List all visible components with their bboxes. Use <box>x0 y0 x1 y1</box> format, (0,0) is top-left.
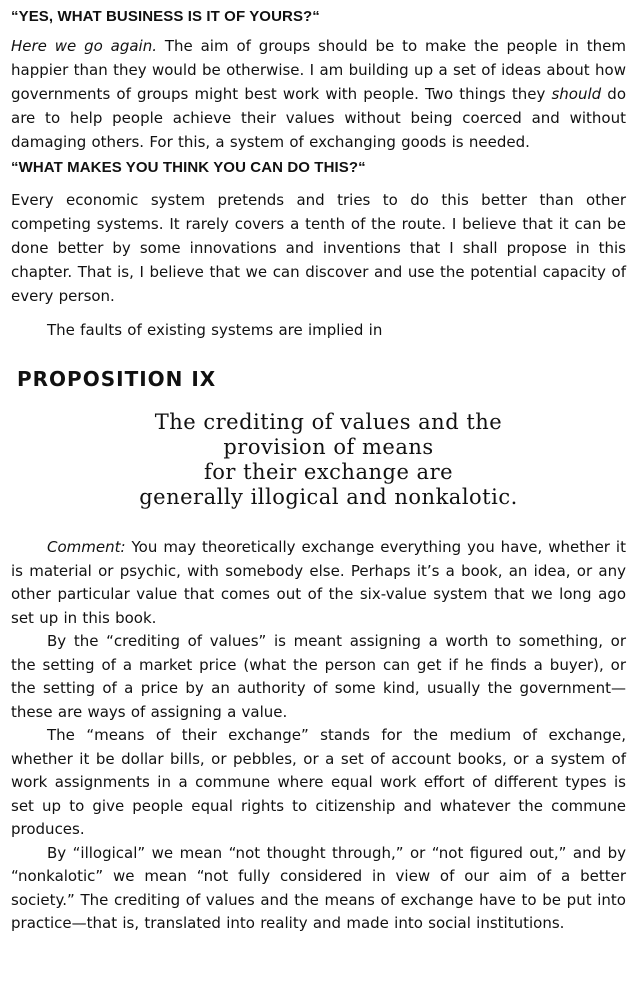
paragraph-means-exchange: The “means of their exchange” stands for the medium of exchange, whether it be dollar bills, or pebbles, or a set of account books, or a system of work assignments in a commune where equal work effort of different types is set up to give people equal rights to citizenship and whatever the commune produces. <box>11 726 626 838</box>
proposition-statement <box>11 410 626 510</box>
statement-line: generally illogical and nonkalotic. <box>139 485 518 509</box>
section-heading-think: “WHAT MAKES YOU THINK YOU CAN DO THIS?“ <box>11 159 366 176</box>
paragraph-groups <box>11 34 626 154</box>
lead-italic: Here we go again. <box>11 37 158 55</box>
statement-line: for their exchange are <box>203 460 454 484</box>
proposition-title: PROPOSITION IX <box>17 367 217 391</box>
paragraph-economic-system: Every economic system pretends and tries to do this better than other competing systems. It rarely covers a tenth of the route. I believe that it can be done better by some innovations and inventions that I shall propose in this chapter. That is, I believe that we can discover and use the potential capacity of every person. <box>11 191 626 305</box>
statement-line: The crediting of values and the <box>154 410 503 434</box>
paragraph-crediting-values: By the “crediting of values” is meant assigning a worth to something, or the setting of a market price (what the person can get if he finds a buyer), or the setting of a price by an authority of some kind, usually the government—these are ways of assigning a value. <box>11 632 626 721</box>
comment-text: You may theoretically exchange everything you have, whether it is material or psychic, with somebody else. Perhaps it’s a book, an idea, or any other particular value that comes out of the six-value system that we long ago set up in this book. <box>11 538 626 627</box>
paragraph-text-b: do are to help people achieve their values without being coerced and without damaging others. For this, a system of exchanging goods is needed. <box>11 85 627 151</box>
emphasis-should: should <box>551 85 602 103</box>
comment-label: Comment: <box>47 538 126 556</box>
section-heading-business: “YES, WHAT BUSINESS IS IT OF YOURS?“ <box>11 8 320 25</box>
paragraph-faults-intro: The faults of existing systems are implied in <box>47 321 383 339</box>
paragraph-text-a: The aim of groups should be to make the people in them happier than they would be otherwise. I am building up a set of ideas about how governments of groups might best work with people. Two things they <box>11 37 626 103</box>
statement-line: provision of means <box>223 435 434 459</box>
comment-block <box>11 536 626 936</box>
paragraph-illogical: By “illogical” we mean “not thought through,” or “not figured out,” and by “nonkalotic” we mean “not fully considered in view of our aim of a better society.” The crediting of values and the means of exchange have to be put into practice—that is, translated into reality and made into social institutions. <box>11 843 626 932</box>
paragraph-comment <box>11 536 626 630</box>
